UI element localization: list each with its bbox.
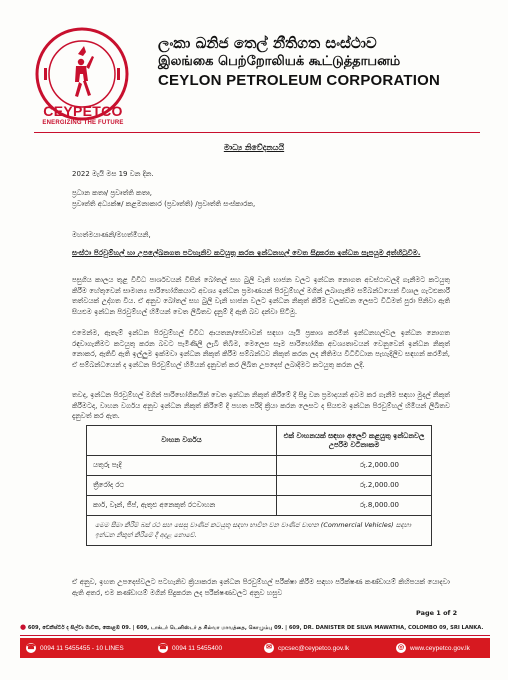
vehicle-cell: කාර්, වෑන්, ජීප්, ඇතුළු අනෙකුත් රථවාහන: [87, 496, 277, 516]
address-line: ප්‍රධාන කතෘ/ ප්‍රවෘත්ති කතෘ,: [72, 189, 152, 197]
organization-names: [158, 34, 478, 91]
amount-cell: රු.2,000.00: [277, 456, 432, 476]
org-name-sinhala: ලංකා ඛනිජ තෙල් නීතිගත සංස්ථාව: [158, 34, 377, 52]
footer-address: [20, 624, 490, 636]
fuel-limit-table: [86, 425, 432, 546]
logo-name: CEYPETCO: [43, 103, 123, 119]
footer-contact-bar: [20, 638, 490, 658]
document-heading: මාධ්‍ය නිවේදනයයි: [223, 143, 285, 152]
org-name-english: CEYLON PETROLEUM CORPORATION: [158, 72, 440, 89]
page-number: Page 1 of 2: [416, 609, 458, 617]
subject-line: සංස්ථා පිරවුම්හල් හා උපලේඛනගත පටහැනිව කටයුතු කරන ඉන්ධනහල් වෙත සිදුකරන ඉන්ධන සැපයුම අත්හිටුවීම.: [72, 248, 421, 257]
address-line: ප්‍රවෘත්ති අධ්‍යක්ෂ/ කළමනාකාර (ප්‍රවෘත්ති) /ප්‍රවෘත්ති සංස්කාරක,: [72, 199, 256, 208]
table-header-row: [87, 426, 432, 456]
footer-phone-alt[interactable]: [158, 638, 222, 658]
amount-cell: රු.2,000.00: [277, 476, 432, 496]
footer-website[interactable]: [396, 638, 470, 658]
phone-icon: ☎: [158, 644, 168, 651]
logo-tagline: ENERGIZING THE FUTURE: [42, 120, 124, 126]
recipient-address: [72, 188, 452, 209]
header-vehicle-type: වාහන වර්ගය: [87, 426, 277, 456]
footer-phone-main[interactable]: [26, 638, 124, 658]
vehicle-cell: යතුරු පැදි: [87, 456, 277, 476]
table-note: මෙම සීමා කිරීම් බස් රථ සහ සෙසු වාණිජ කටයුතු සඳහා භාවිත වන වාණිජ වාහන (Commercial Vehicles) සඳහා ඉන්ධන නිකුත් කිරීමේ දී අදාළ නොවේ.: [87, 516, 432, 546]
amount-cell: රු.8,000.00: [277, 496, 432, 516]
footer-email[interactable]: [264, 638, 349, 658]
table-row: [87, 456, 432, 476]
footer-address-text: 609, ඩෙනිස්ටර් ද සිල්වා මාවත, කොළඹ 09. | 609, டாக்டர் டெனிஸ்டர் த சில்வா மாவத்தை, கொழும்பு 09. | 609, DR. DANISTER DE SILVA MAWATHA, COLOMBO 09, SRI LANKA.: [27, 625, 484, 631]
paragraph-1: පසුගිය කාලය තුළ විවිධ පාර්ශවයන් විසින් බෝතල් සහ බුලි වැනි භාජන වලට ඉන්ධන නොගත අවස්ථාවලදී ගැනීමට කටයුතු කිරීම හේතුවෙන් සාමාන්‍ය පාරිභෝගිකයාට අවශ්‍ය ඉන්ධන ප්‍රමාණයන් පිරවුම්හල් මගින් ලබාගැනීම සම්බන්ධයෙන් විශාල ගැටළුකාරී තත්වයක් උද්ගත විය. ඒ අනුව බෝතල් සහ බුලි වැනි භාජන වලට ඉන්ධන නිකුත් කිරීම වලක්වන ලෙසට විධිමත් පුරා පිනිවා ඇති සියළුම ඉන්ධන පිරවුම්හල් හිමියන් වෙත ලිඛිතව දැනුම් දී ඇති බව දන්වා සිටිමු.: [72, 276, 450, 316]
email-text: cpcsec@ceypetco.gov.lk: [278, 644, 350, 652]
table-note-row: [87, 516, 432, 546]
org-name-tamil: இலங்கை பெற்றோலியக் கூட்டுத்தாபனம்: [158, 54, 401, 69]
paragraph-4: ඒ අනුව, ඉහත උපදෙස්වලට පටහැනිව ක්‍රියාකරන ඉන්ධන පිරවුම්හල් පරීක්ෂා කිරීම සඳහා පරීක්ෂණ කණ්ඩායම් කිහිපයක් යොදවා ඇති අතර, එම කණ්ඩායම් මගින් සිදුකරන ලද පරීක්ෂණවලට අනුව හසුව: [72, 578, 450, 597]
letterhead-divider: [34, 132, 480, 133]
location-pin-icon: ●: [20, 624, 27, 631]
table-row: [87, 496, 432, 516]
paragraph-2: එමෙන්ම, ඇතැම් ඉන්ධන පිරවුම්හල් විවිධ ආයතන/සේවාවන් සඳහා යැයි ප්‍රකාශ කරමින් ඉන්ධනහල්වල ඉන්ධන නොගත රඳවාගැනීමට කටයුතු කරන බවට පැමිණිලි ලැබී තිබීම, මෙලෙස සෑම පාරිභෝගික අවශ්‍යතාවයන් වෙනුවෙන් ඉන්ධන නිකුත් නොකර, ඇතිවී ඇති ඉල්ලුම ඉක්මවා ඉන්ධන නිකුත් කිරීම සම්බන්ධව නිකුත් කරන ලද නීතිමය විධිවිධාන පැහැදිලිව සඳහන් කරමින්, ඒ සම්බන්ධයෙන් ද ඉන්ධන පිරවුම්හල් හිමියන් දැනුවත් කර ලිඛිත උපදෙස් ලබාදීමට කටයුතු කරන ලදී.: [72, 329, 450, 369]
document-date: 2022 මැයි මස 19 වන දින.: [72, 170, 154, 178]
salutation: මහත්මයාණනි/මහත්මියනි,: [72, 231, 151, 239]
paragraph-3: තවද, ඉන්ධන පිරවුම්හල් මගින් පාරිභෝගිකයින් වෙත ඉන්ධන නිකුත් කිරීමේ දී සිදු වන ප්‍රමාදයන් අවම කර ගැනීම සඳහා මුදල් නිකුත් කිරීමටද, වාහන වර්ගය අනුව ඉන්ධන නිකුත් කිරීමේ දී පහත පරිදි ක්‍රියා කරන ලෙසට ද සියළුම ඉන්ධන පිරවුම්හල් හිමියන් ලිඛිතව දැනුවත් කර ඇත.: [72, 391, 450, 420]
phone-icon: ☎: [26, 644, 36, 651]
globe-icon: ◎: [397, 644, 405, 651]
phone-alt-text: 0094 11 5455400: [172, 644, 223, 652]
vehicle-cell: ත්‍රීරෝද රථ: [87, 476, 277, 496]
phone-main-text: 0094 11 5455455 - 10 LINES: [40, 644, 124, 652]
logo-text: [28, 103, 138, 126]
email-icon: ✉: [264, 643, 274, 653]
table-row: [87, 476, 432, 496]
website-text: www.ceypetco.gov.lk: [410, 644, 470, 652]
header-max-amount: එක් වාහනයක් සඳහා අලෙවි කළයුතු ඉන්ධනවල උපරිම වටිනාකම: [277, 426, 432, 456]
